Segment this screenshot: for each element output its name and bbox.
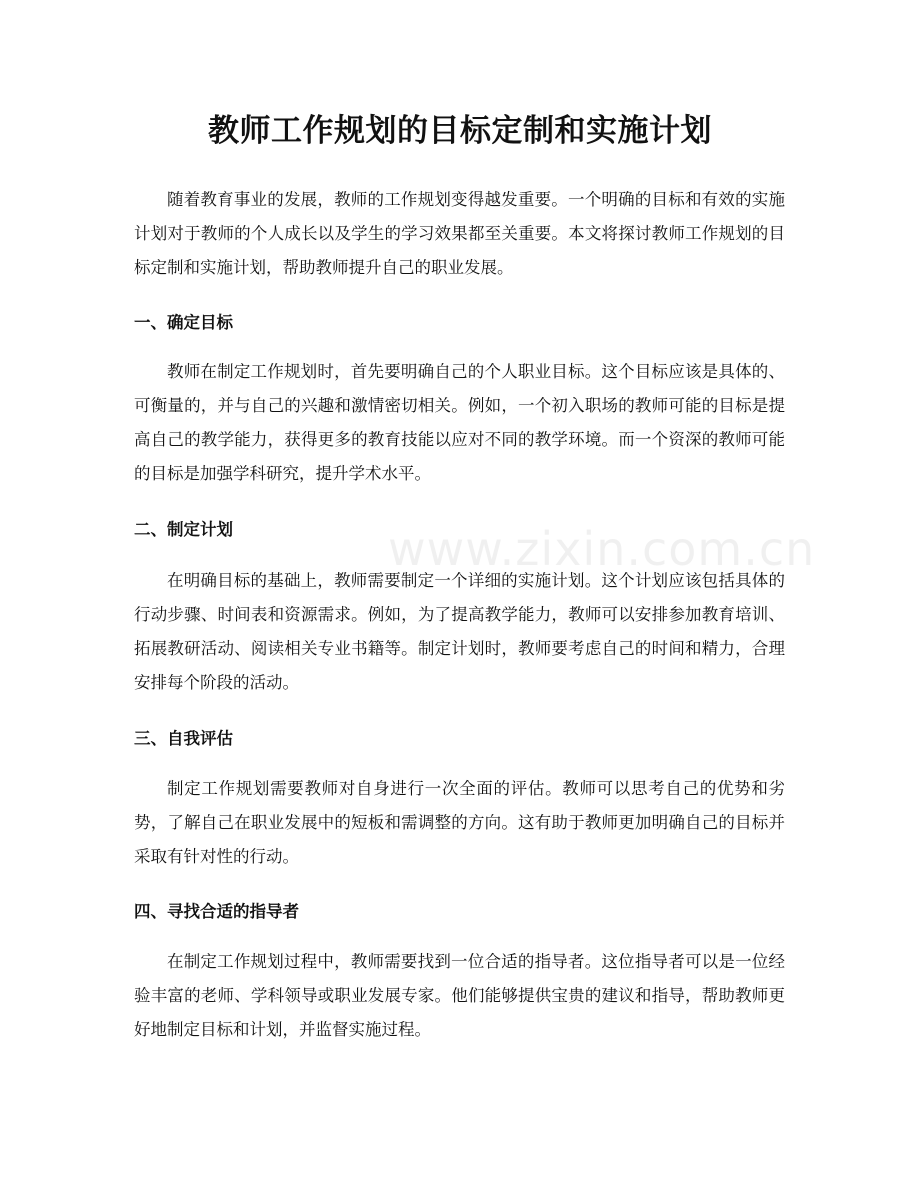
section-body-3: 制定工作规划需要教师对自身进行一次全面的评估。教师可以思考自己的优势和劣势，了解自己在职业发展中的短板和需调整的方向。这有助于教师更加明确自己的目标并采取有针对性的行动。 (134, 779, 785, 866)
section-heading-2: 二、制定计划 (134, 520, 233, 539)
section-heading-3: 三、自我评估 (134, 729, 233, 748)
intro-paragraph: 随着教育事业的发展，教师的工作规划变得越发重要。一个明确的目标和有效的实施计划对于教师的个人成长以及学生的学习效果都至关重要。本文将探讨教师工作规划的目标定制和实施计划，帮助教师提升自己的职业发展。 (134, 190, 785, 277)
section-heading-4: 四、寻找合适的指导者 (134, 902, 299, 921)
section-heading-1: 一、确定目标 (134, 313, 233, 332)
watermark: www.zixin.com.cn (388, 522, 816, 576)
section-body-2: 在明确目标的基础上，教师需要制定一个详细的实施计划。这个计划应该包括具体的行动步骤、时间表和资源需求。例如，为了提高教学能力，教师可以安排参加教育培训、拓展教研活动、阅读相关专业书籍等。制定计划时，教师要考虑自己的时间和精力，合理安排每个阶段的活动。 (134, 571, 785, 692)
section-body-1: 教师在制定工作规划时，首先要明确自己的个人职业目标。这个目标应该是具体的、可衡量的，并与自己的兴趣和激情密切相关。例如，一个初入职场的教师可能的目标是提高自己的教学能力，获得更多的教育技能以应对不同的教学环境。而一个资深的教师可能的目标是加强学科研究，提升学术水平。 (134, 362, 785, 483)
document-title: 教师工作规划的目标定制和实施计划 (208, 113, 712, 149)
section-body-4: 在制定工作规划过程中，教师需要找到一位合适的指导者。这位指导者可以是一位经验丰富的老师、学科领导或职业发展专家。他们能够提供宝贵的建议和指导，帮助教师更好地制定目标和计划，并监督实施过程。 (134, 952, 785, 1039)
